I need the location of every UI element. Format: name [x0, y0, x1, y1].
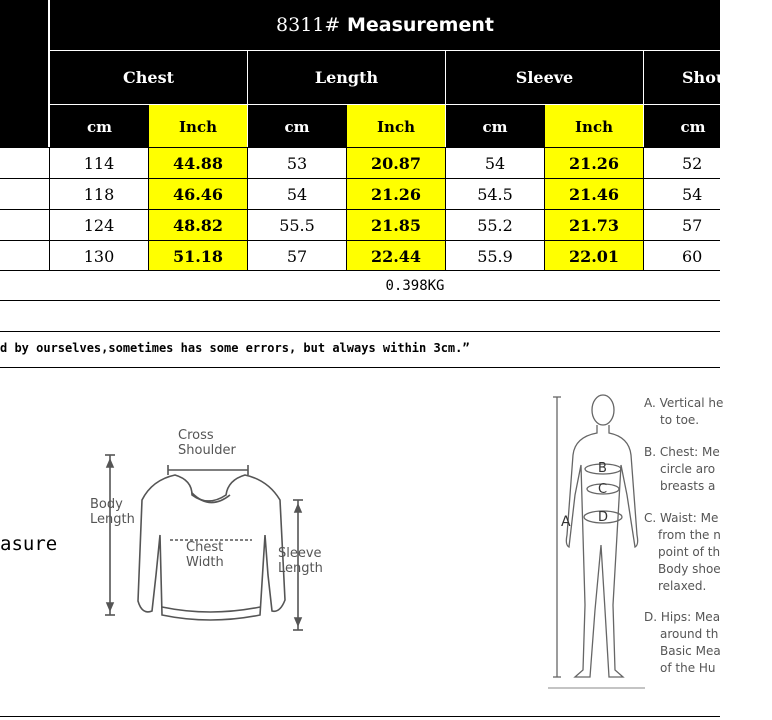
table-cell: 53	[286, 153, 308, 173]
table-cell: 21.26	[347, 179, 445, 209]
chest-width-label-1: Chest	[186, 540, 224, 555]
note-line	[0, 367, 720, 368]
title-word: Measurement	[346, 14, 494, 36]
table-cell: 21.26	[545, 148, 643, 178]
row-line	[0, 240, 720, 241]
note-a-line: to toe.	[660, 413, 700, 427]
table-cell: 54	[682, 184, 703, 204]
body-length-label-1: Body	[90, 497, 123, 512]
note-d-line: of the Hu	[660, 661, 716, 675]
unit-cm-chest: cm	[86, 117, 112, 136]
note-b	[644, 444, 720, 495]
col-line	[544, 148, 545, 271]
table-cell: 21.73	[545, 210, 643, 240]
table-cell: 21.46	[545, 179, 643, 209]
note-d-line: around th	[660, 627, 719, 641]
table-cell: 51.18	[149, 241, 247, 271]
note-c	[644, 510, 720, 595]
table-cell: 130	[83, 246, 115, 266]
row-line	[0, 300, 720, 301]
unit-cm-shoulder: cm	[680, 117, 706, 136]
note-c-line: from the n	[658, 528, 721, 542]
row-line	[0, 209, 720, 210]
title-number: 8311#	[276, 14, 341, 36]
unit-cm-length: cm	[284, 117, 310, 136]
table-cell: 55.5	[279, 215, 315, 235]
note-c-line: C. Waist: Me	[644, 511, 719, 525]
col-line	[346, 148, 347, 271]
sleeve-length-label-2: Length	[278, 561, 323, 576]
group-shoulder: Shou	[682, 68, 728, 87]
note-d-line: Basic Mea	[660, 644, 721, 658]
body-notes	[644, 395, 724, 677]
col-line	[643, 148, 644, 271]
weight-value: 0.398KG	[385, 277, 445, 294]
col-line	[49, 148, 50, 271]
row-line	[0, 178, 720, 179]
note-a	[644, 395, 724, 429]
col-line	[148, 148, 149, 271]
table-cell: 48.82	[149, 210, 247, 240]
table-cell: 21.85	[347, 210, 445, 240]
table-cell: 52	[682, 153, 703, 173]
header-left-black	[0, 0, 48, 148]
table-title	[50, 0, 720, 50]
figure-label-d: D	[598, 510, 609, 525]
group-length: Length	[314, 68, 379, 87]
sleeve-length-label-1: Sleeve	[278, 546, 322, 561]
group-chest: Chest	[123, 68, 174, 87]
table-cell: 57	[286, 246, 308, 266]
note-d-line: D. Hips: Mea	[644, 610, 721, 624]
table-cell: 57	[682, 215, 703, 235]
note-d	[644, 609, 720, 677]
unit-inch-length: Inch	[347, 105, 445, 148]
table-cell: 60	[682, 246, 703, 266]
table-cell: 114	[83, 153, 115, 173]
cross-shoulder-label-2: Shoulder	[178, 443, 236, 458]
col-line	[247, 148, 248, 271]
how-to-measure-label: asure	[0, 533, 58, 555]
table-cell: 22.44	[347, 241, 445, 271]
body-figure-illustration	[545, 385, 645, 690]
note-b-line: circle aro	[660, 462, 716, 476]
note-b-line: B. Chest: Me	[644, 445, 720, 459]
figure-label-a: A	[561, 514, 571, 530]
table-cell: 22.01	[545, 241, 643, 271]
measurement-note: d by ourselves,sometimes has some errors, but always within 3cm.”	[0, 341, 470, 355]
table-cell: 54	[286, 184, 308, 204]
note-a-line: A. Vertical he	[644, 396, 724, 410]
table-cell: 124	[83, 215, 115, 235]
unit-cm-sleeve: cm	[482, 117, 508, 136]
note-line	[0, 331, 720, 332]
figure-label-c: C	[598, 482, 608, 497]
chest-width-label-2: Width	[186, 555, 224, 570]
note-b-line: breasts a	[660, 479, 716, 493]
body-length-label-2: Length	[90, 512, 135, 527]
table-cell: 55.9	[477, 246, 513, 266]
note-c-line: Body shoe	[658, 562, 721, 576]
note-c-line: relaxed.	[658, 579, 707, 593]
row-line	[0, 147, 720, 148]
table-cell: 55.2	[477, 215, 513, 235]
table-cell: 54.5	[477, 184, 513, 204]
table-cell: 44.88	[149, 148, 247, 178]
figure-label-b: B	[598, 461, 607, 476]
unit-inch-chest: Inch	[149, 105, 247, 148]
table-cell: 54	[484, 153, 506, 173]
cross-shoulder-label-1: Cross	[178, 428, 214, 443]
group-sleeve: Sleeve	[515, 68, 574, 87]
table-cell: 118	[83, 184, 115, 204]
bottom-line	[0, 716, 720, 717]
unit-inch-sleeve: Inch	[545, 105, 643, 148]
table-cell: 20.87	[347, 148, 445, 178]
table-cell: 46.46	[149, 179, 247, 209]
col-line	[445, 148, 446, 271]
note-c-line: point of th	[658, 545, 721, 559]
